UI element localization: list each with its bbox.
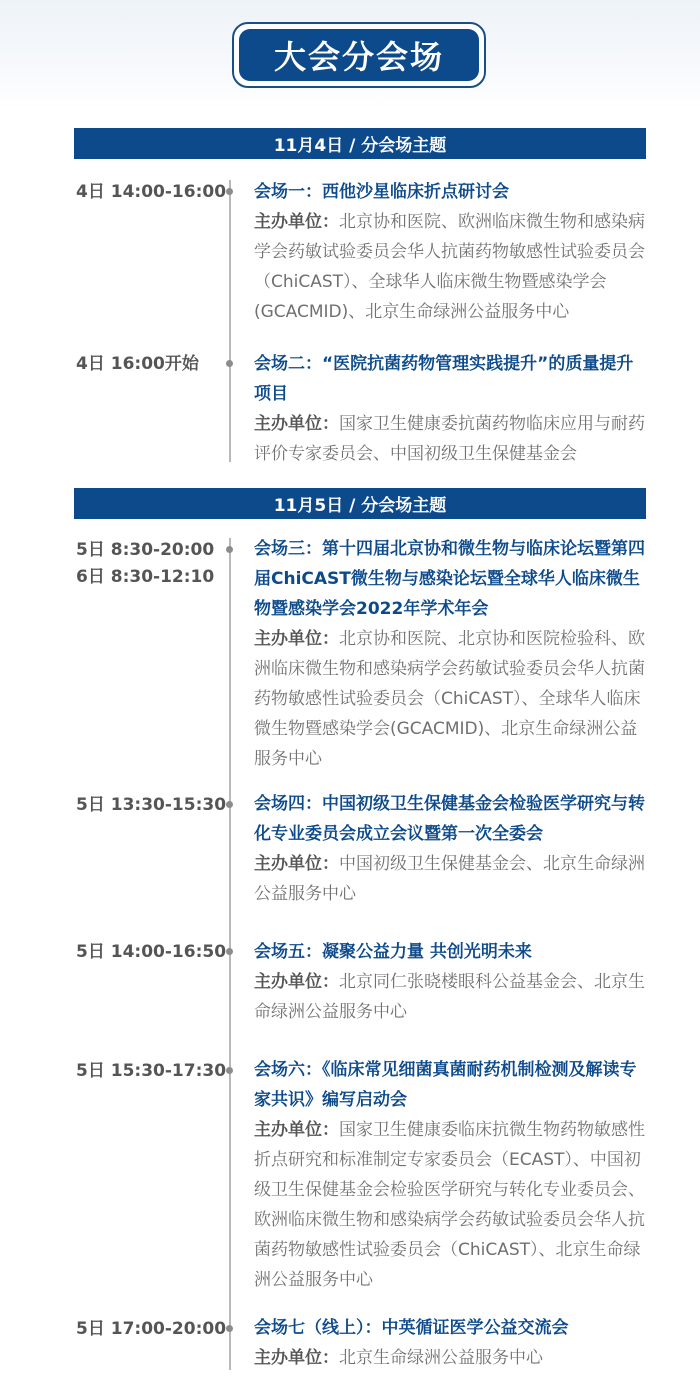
session-time: 5日 14:00-16:50 <box>76 942 227 962</box>
session-organizer <box>254 1343 650 1373</box>
organizer-text: 国家卫生健康委临床抗微生物药物敏感性折点研究和标准制定专家委员会（ECAST）、中国初级卫生保健基金会检验医学研究与转化专业委员会、欧洲临床微生物和感染病学会药敏试验委员会华人抗菌药物敏感性试验委员会（ChiCAST）、北京生命绿洲公益服务中心 <box>254 1120 645 1290</box>
day-header-nov5: 11月5日 / 分会场主题 <box>74 488 646 519</box>
session-organizer <box>254 1115 650 1295</box>
session-organizer <box>254 207 650 327</box>
session-7 <box>254 1313 650 1373</box>
session-time: 5日 15:30-17:30 <box>76 1061 227 1081</box>
session-5 <box>254 937 650 1027</box>
session-organizer <box>254 624 650 774</box>
organizer-label: 主办单位： <box>254 212 339 232</box>
organizer-label: 主办单位： <box>254 414 339 434</box>
organizer-label: 主办单位： <box>254 1348 339 1368</box>
session-time: 4日 14:00-16:00 <box>76 182 227 202</box>
organizer-text: 北京协和医院、欧洲临床微生物和感染病学会药敏试验委员会华人抗菌药物敏感性试验委员会（ChiCAST）、全球华人临床微生物暨感染学会(GCACMID)、北京生命绿洲公益服务中心 <box>254 212 645 322</box>
session-organizer <box>254 967 650 1027</box>
session-time: 5日 17:00-20:00 <box>76 1319 227 1339</box>
timeline-dot <box>226 948 233 955</box>
session-organizer <box>254 849 650 909</box>
session-title: 会场六：《临床常见细菌真菌耐药机制检测及解读专家共识》编写启动会 <box>254 1060 637 1110</box>
session-3 <box>254 534 650 774</box>
organizer-label: 主办单位： <box>254 1120 339 1140</box>
session-time-secondary: 6日 8:30-12:10 <box>76 567 215 587</box>
session-title: 会场一：西他沙星临床折点研讨会 <box>254 182 509 202</box>
timeline-dot <box>226 188 233 195</box>
session-time: 5日 8:30-20:00 <box>76 540 215 560</box>
organizer-label: 主办单位： <box>254 629 339 649</box>
session-title: 会场七（线上）：中英循证医学公益交流会 <box>254 1318 569 1338</box>
page-title: 大会分会场 <box>239 29 479 81</box>
timeline-dot <box>226 1067 233 1074</box>
organizer-label: 主办单位： <box>254 972 339 992</box>
organizer-text: 北京协和医院、北京协和医院检验科、欧洲临床微生物和感染病学会药敏试验委员会华人抗菌药物敏感性试验委员会（ChiCAST）、全球华人临床微生物暨感染学会(GCACMID)、北京生命绿洲公益服务中心 <box>254 629 645 769</box>
session-2 <box>254 349 650 469</box>
session-time: 5日 13:30-15:30 <box>76 795 227 815</box>
organizer-text: 中国初级卫生保健基金会、北京生命绿洲公益服务中心 <box>254 854 645 904</box>
session-title: 会场二：“医院抗菌药物管理实践提升”的质量提升项目 <box>254 354 634 404</box>
session-time: 4日 16:00开始 <box>76 354 199 374</box>
session-4 <box>254 789 650 909</box>
session-title: 会场五：凝聚公益力量 共创光明未来 <box>254 942 532 962</box>
organizer-text: 北京生命绿洲公益服务中心 <box>339 1348 543 1368</box>
timeline-line-day1 <box>229 180 231 462</box>
session-6 <box>254 1055 650 1295</box>
organizer-label: 主办单位： <box>254 854 339 874</box>
session-title: 会场四：中国初级卫生保健基金会检验医学研究与转化专业委员会成立会议暨第一次全委会 <box>254 794 645 844</box>
organizer-text: 北京同仁张晓楼眼科公益基金会、北京生命绿洲公益服务中心 <box>254 972 645 1022</box>
session-title: 会场三：第十四届北京协和微生物与临床论坛暨第四届ChiCAST微生物与感染论坛暨全球华人临床微生物暨感染学会2022年学术年会 <box>254 539 645 619</box>
timeline-dot <box>226 1325 233 1332</box>
organizer-text: 国家卫生健康委抗菌药物临床应用与耐药评价专家委员会、中国初级卫生保健基金会 <box>254 414 645 464</box>
session-organizer <box>254 409 650 469</box>
session-1 <box>254 177 650 327</box>
timeline-dot <box>226 360 233 367</box>
timeline-dot <box>226 546 233 553</box>
day-header-nov4: 11月4日 / 分会场主题 <box>74 128 646 159</box>
page-title-badge <box>232 22 486 88</box>
timeline-dot <box>226 801 233 808</box>
